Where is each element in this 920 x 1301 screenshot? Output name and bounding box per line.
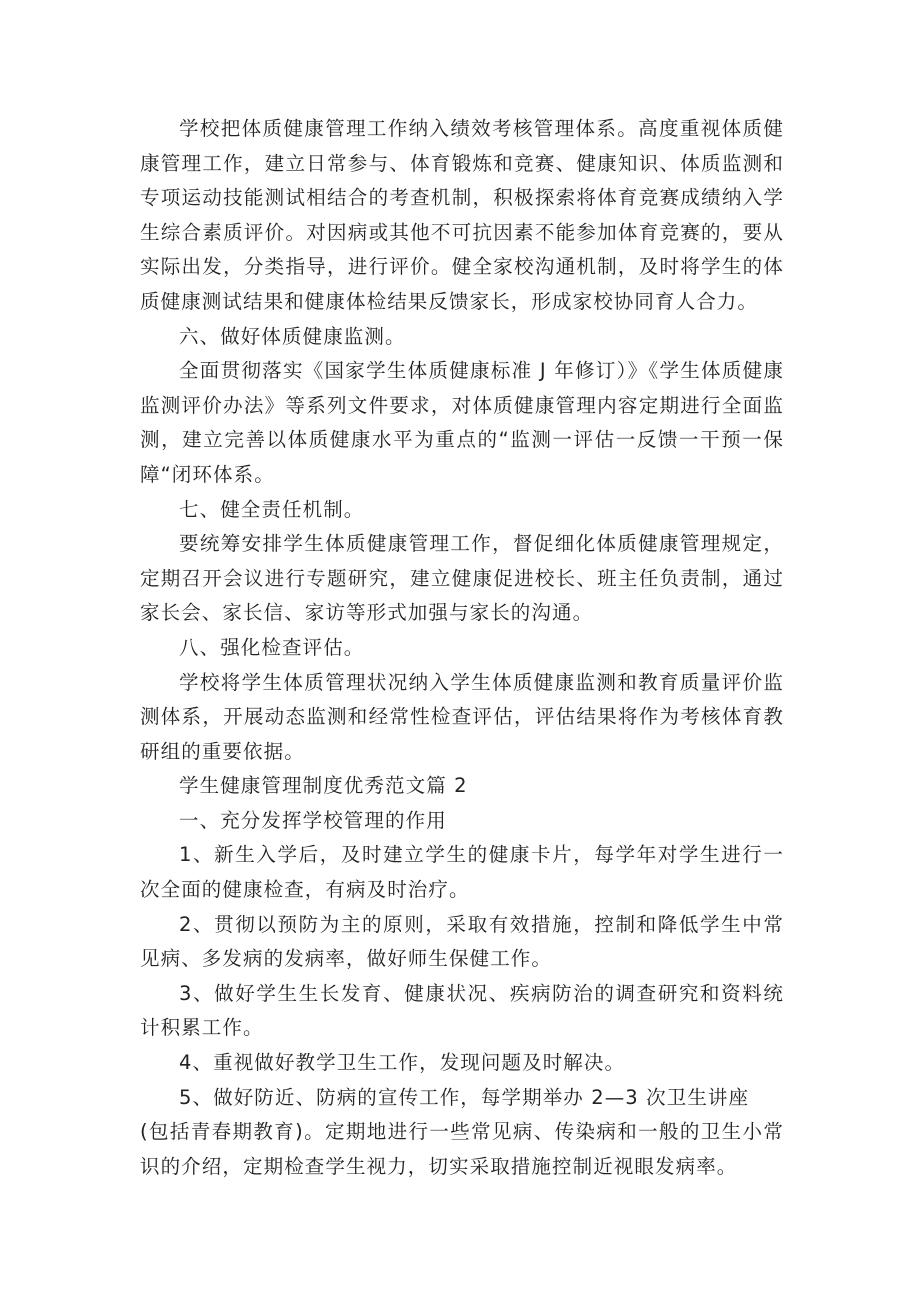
document-body xyxy=(140,112,784,1184)
heading-section-6: 六、做好体质健康监测。 xyxy=(179,324,406,348)
paragraph-monitoring: 全面贯彻落实《国家学生体质健康标准 J 年修订）》《学生体质健康监测评价办法》等系列文件要求，对体质健康管理内容定期进行全面监测，建立完善以体质健康水平为重点的“监测一评估一反馈一干预一保障“闭环体系。 xyxy=(140,359,784,486)
list-item-5-continued: (包括青春期教育)。定期地进行一些常见病、传染病和一般的卫生小常识的介绍，定期检查学生视力，切实采取措施控制近视眼发病率。 xyxy=(140,1120,784,1178)
list-item-2: 2、贯彻以预防为主的原则，采取有效措施，控制和降低学生中常见病、多发病的发病率，做好师生保健工作。 xyxy=(140,912,784,971)
paragraph-inspection: 学校将学生体质管理状况纳入学生体质健康监测和教育质量评价监测体系，开展动态监测和经常性检查评估，评估结果将作为考核体育教研组的重要依据。 xyxy=(140,670,784,763)
heading-part-1: 一、充分发挥学校管理的作用 xyxy=(179,808,447,832)
article-title-2: 学生健康管理制度优秀范文篇 2 xyxy=(179,774,468,798)
list-item-4: 4、重视做好教学卫生工作，发现问题及时解决。 xyxy=(179,1051,626,1075)
heading-section-7: 七、健全责任机制。 xyxy=(179,497,365,521)
heading-section-8: 八、强化检查评估。 xyxy=(179,635,365,659)
paragraph-fitness-assessment: 学校把体质健康管理工作纳入绩效考核管理体系。高度重视体质健康管理工作，建立日常参与、体育锻炼和竞赛、健康知识、体质监测和专项运动技能测试相结合的考查机制，积极探索将体育竞赛成绩纳入学生综合素质评价。对因病或其他不可抗因素不能参加体育竞赛的，要从实际出发，分类指导，进行评价。健全家校沟通机制，及时将学生的体质健康测试结果和健康体检结果反馈家长，形成家校协同育人合力。 xyxy=(140,117,784,313)
list-item-5: 5、做好防近、防病的宣传工作，每学期举办 2—3 次卫生讲座 xyxy=(179,1085,750,1109)
list-item-1: 1、新生入学后，及时建立学生的健康卡片，每学年对学生进行一次全面的健康检查，有病及时治疗。 xyxy=(140,843,784,902)
list-item-3: 3、做好学生生长发育、健康状况、疾病防治的调查研究和资料统计积累工作。 xyxy=(140,981,784,1040)
paragraph-responsibility: 要统筹安排学生体质健康管理工作，督促细化体质健康管理规定，定期召开会议进行专题研究，建立健康促进校长、班主任负责制，通过家长会、家长信、家访等形式加强与家长的沟通。 xyxy=(140,532,784,625)
